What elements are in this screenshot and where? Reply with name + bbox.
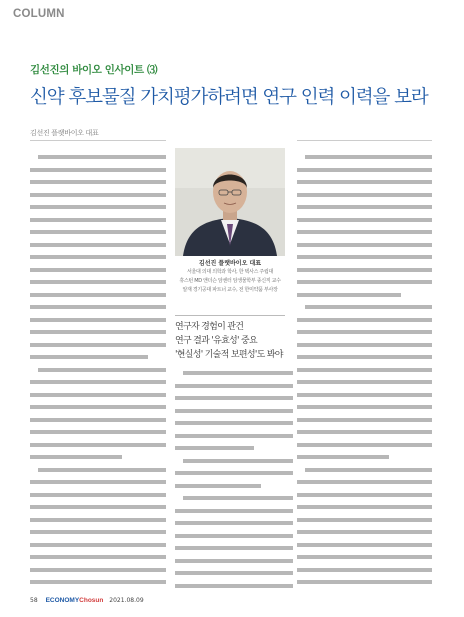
text-line	[30, 189, 166, 202]
text-line-bar	[30, 568, 166, 572]
text-line-bar	[297, 393, 432, 397]
text-line	[175, 380, 293, 393]
text-line-bar	[305, 155, 432, 159]
pull-quote	[175, 320, 283, 362]
text-line	[30, 226, 166, 239]
text-line-bar	[30, 580, 166, 584]
text-line-bar	[30, 493, 166, 497]
text-line	[297, 289, 432, 302]
text-line	[297, 439, 432, 452]
text-line	[30, 489, 166, 502]
text-line-bar	[30, 343, 166, 347]
issue-date: 2021.08.09	[109, 597, 144, 604]
text-line-bar	[297, 405, 432, 409]
text-line-bar	[30, 418, 166, 422]
text-line	[30, 364, 166, 377]
text-line-bar	[30, 380, 166, 384]
rule-right	[297, 140, 432, 141]
text-line-bar	[30, 243, 166, 247]
text-line	[30, 514, 166, 527]
pull-quote-line: 연구자 경험이 관건	[175, 322, 244, 332]
text-line-bar	[175, 384, 293, 388]
text-line	[30, 301, 166, 314]
text-line-bar	[297, 543, 432, 547]
text-line-bar	[175, 546, 293, 550]
text-line	[30, 314, 166, 327]
text-line	[30, 376, 166, 389]
text-line	[297, 151, 432, 164]
text-line	[175, 530, 293, 543]
text-line-bar	[175, 471, 293, 475]
pull-quote-line: 연구 결과 '유효성' 중요	[175, 336, 257, 346]
text-line	[175, 430, 293, 443]
text-line-bar	[175, 434, 293, 438]
text-line-bar	[175, 521, 293, 525]
text-line	[30, 439, 166, 452]
caption-line: 알재 경기공대 파트너 교수, 전 한미약품 부사장	[182, 287, 278, 293]
text-line	[30, 201, 166, 214]
text-line-bar	[297, 180, 432, 184]
text-line-bar	[297, 343, 432, 347]
text-line-bar	[297, 168, 432, 172]
portrait-illustration	[175, 148, 285, 256]
text-line	[297, 564, 432, 577]
text-line	[175, 417, 293, 430]
text-line	[297, 514, 432, 527]
text-line-bar	[30, 293, 166, 297]
brand-accent: Chosun	[79, 597, 104, 604]
text-line	[297, 214, 432, 227]
text-line-bar	[297, 480, 432, 484]
text-line-bar	[297, 443, 432, 447]
text-line-bar	[30, 530, 166, 534]
text-line	[175, 467, 293, 480]
text-line	[30, 264, 166, 277]
text-line-bar	[30, 543, 166, 547]
text-line-bar	[38, 155, 166, 159]
text-line	[297, 176, 432, 189]
text-line	[175, 492, 293, 505]
page-footer	[30, 597, 144, 604]
text-line	[30, 326, 166, 339]
body-column-3	[297, 151, 432, 589]
text-line	[297, 189, 432, 202]
body-text-placeholder	[175, 367, 293, 592]
text-line-bar	[175, 559, 293, 563]
text-line	[297, 389, 432, 402]
text-line-bar	[297, 518, 432, 522]
text-line	[175, 555, 293, 568]
text-line	[297, 301, 432, 314]
byline: 김선진 플랫바이오 대표	[30, 129, 99, 137]
text-line-bar	[30, 305, 166, 309]
text-line-bar	[38, 468, 166, 472]
text-line-bar	[297, 205, 432, 209]
text-line	[297, 426, 432, 439]
text-line-bar	[175, 509, 293, 513]
text-line-bar	[175, 484, 261, 488]
text-line-bar	[297, 568, 432, 572]
text-line-bar	[30, 393, 166, 397]
text-line	[30, 551, 166, 564]
text-line	[175, 505, 293, 518]
text-line-bar	[175, 396, 293, 400]
text-line	[175, 517, 293, 530]
text-line-bar	[297, 280, 432, 284]
text-line	[30, 151, 166, 164]
text-line	[297, 401, 432, 414]
text-line	[297, 539, 432, 552]
text-line-bar	[297, 580, 432, 584]
text-line	[175, 392, 293, 405]
text-line	[175, 367, 293, 380]
text-line	[297, 239, 432, 252]
text-line	[175, 405, 293, 418]
text-line-bar	[297, 293, 401, 297]
text-line	[297, 364, 432, 377]
text-line-bar	[297, 218, 432, 222]
text-line-bar	[30, 405, 166, 409]
caption-name: 김선진 플랫바이오 대표	[198, 260, 262, 267]
text-line	[30, 476, 166, 489]
text-line	[175, 442, 293, 455]
text-line	[30, 576, 166, 589]
text-line-bar	[297, 380, 432, 384]
text-line-bar	[183, 496, 293, 500]
text-line	[297, 264, 432, 277]
body-column-2	[175, 367, 293, 592]
text-line-bar	[297, 430, 432, 434]
text-line-bar	[175, 534, 293, 538]
text-line-bar	[297, 530, 432, 534]
text-line	[297, 326, 432, 339]
text-line-bar	[297, 455, 389, 459]
text-line	[297, 339, 432, 352]
text-line-bar	[30, 330, 166, 334]
text-line	[297, 226, 432, 239]
text-line-bar	[30, 555, 166, 559]
text-line-bar	[297, 268, 432, 272]
text-line-bar	[38, 368, 166, 372]
text-line-bar	[30, 443, 166, 447]
text-line-bar	[30, 268, 166, 272]
author-portrait	[175, 148, 285, 256]
text-line	[297, 501, 432, 514]
text-line	[30, 401, 166, 414]
text-line	[30, 164, 166, 177]
text-line-bar	[297, 255, 432, 259]
text-line-bar	[297, 230, 432, 234]
text-line-bar	[30, 518, 166, 522]
text-line	[297, 351, 432, 364]
text-line-bar	[175, 571, 293, 575]
text-line	[297, 476, 432, 489]
text-line	[175, 580, 293, 593]
text-line	[30, 214, 166, 227]
text-line-bar	[30, 193, 166, 197]
text-line-bar	[183, 459, 293, 463]
text-line-bar	[30, 218, 166, 222]
text-line-bar	[297, 493, 432, 497]
text-line	[297, 314, 432, 327]
text-line-bar	[297, 355, 432, 359]
text-line	[30, 239, 166, 252]
text-line	[30, 276, 166, 289]
text-line	[30, 414, 166, 427]
text-line-bar	[175, 446, 254, 450]
text-line-bar	[30, 168, 166, 172]
text-line	[297, 551, 432, 564]
headline: 신약 후보물질 가치평가하려면 연구 인력 이력을 보라	[30, 87, 428, 108]
text-line-bar	[305, 468, 432, 472]
body-text-placeholder	[30, 151, 166, 589]
text-line-bar	[175, 421, 293, 425]
caption-line: 휴스턴 MD 앤더슨 암센터 암생물학부 종신직 교수	[179, 278, 281, 284]
text-line	[175, 567, 293, 580]
text-line-bar	[297, 505, 432, 509]
text-line	[30, 251, 166, 264]
rule-left	[30, 140, 166, 141]
page-number: 58	[30, 597, 38, 604]
pull-quote-divider	[175, 315, 285, 316]
text-line	[297, 576, 432, 589]
text-line	[297, 414, 432, 427]
text-line	[30, 351, 166, 364]
text-line-bar	[30, 180, 166, 184]
text-line-bar	[297, 555, 432, 559]
text-line	[30, 426, 166, 439]
text-line-bar	[297, 418, 432, 422]
text-line	[30, 464, 166, 477]
text-line	[297, 464, 432, 477]
text-line-bar	[30, 280, 166, 284]
text-line	[175, 455, 293, 468]
text-line	[30, 564, 166, 577]
pull-quote-line: '현실성' 기술적 보편성'도 봐야	[175, 350, 283, 360]
body-column-1	[30, 151, 166, 589]
body-text-placeholder	[297, 151, 432, 589]
text-line-bar	[183, 371, 293, 375]
text-line-bar	[175, 584, 293, 588]
text-line	[30, 339, 166, 352]
magazine-brand	[46, 597, 104, 604]
text-line-bar	[30, 355, 148, 359]
text-line-bar	[297, 368, 432, 372]
text-line	[297, 526, 432, 539]
text-line-bar	[30, 430, 166, 434]
text-line	[297, 276, 432, 289]
text-line-bar	[30, 318, 166, 322]
text-line-bar	[297, 243, 432, 247]
text-line-bar	[297, 193, 432, 197]
caption-line: 서울대 의대 의학과 학사, 한 텍사스 주립대	[186, 269, 274, 275]
series-title: 김선진의 바이오 인사이트 ⑶	[30, 64, 158, 76]
text-line	[30, 389, 166, 402]
brand-main: ECONOMY	[45, 597, 80, 604]
text-line	[30, 176, 166, 189]
text-line	[30, 451, 166, 464]
text-line-bar	[30, 480, 166, 484]
text-line	[297, 489, 432, 502]
text-line-bar	[30, 255, 166, 259]
text-line	[297, 376, 432, 389]
text-line-bar	[297, 318, 432, 322]
text-line-bar	[297, 330, 432, 334]
section-label: COLUMN	[13, 8, 65, 20]
text-line	[297, 251, 432, 264]
text-line-bar	[30, 455, 122, 459]
text-line	[297, 451, 432, 464]
text-line-bar	[30, 230, 166, 234]
text-line-bar	[175, 409, 293, 413]
text-line	[297, 201, 432, 214]
text-line	[30, 526, 166, 539]
text-line	[297, 164, 432, 177]
text-line	[30, 539, 166, 552]
text-line	[175, 542, 293, 555]
text-line	[30, 289, 166, 302]
text-line-bar	[30, 505, 166, 509]
text-line	[175, 480, 293, 493]
text-line-bar	[30, 205, 166, 209]
text-line-bar	[305, 305, 432, 309]
text-line	[30, 501, 166, 514]
